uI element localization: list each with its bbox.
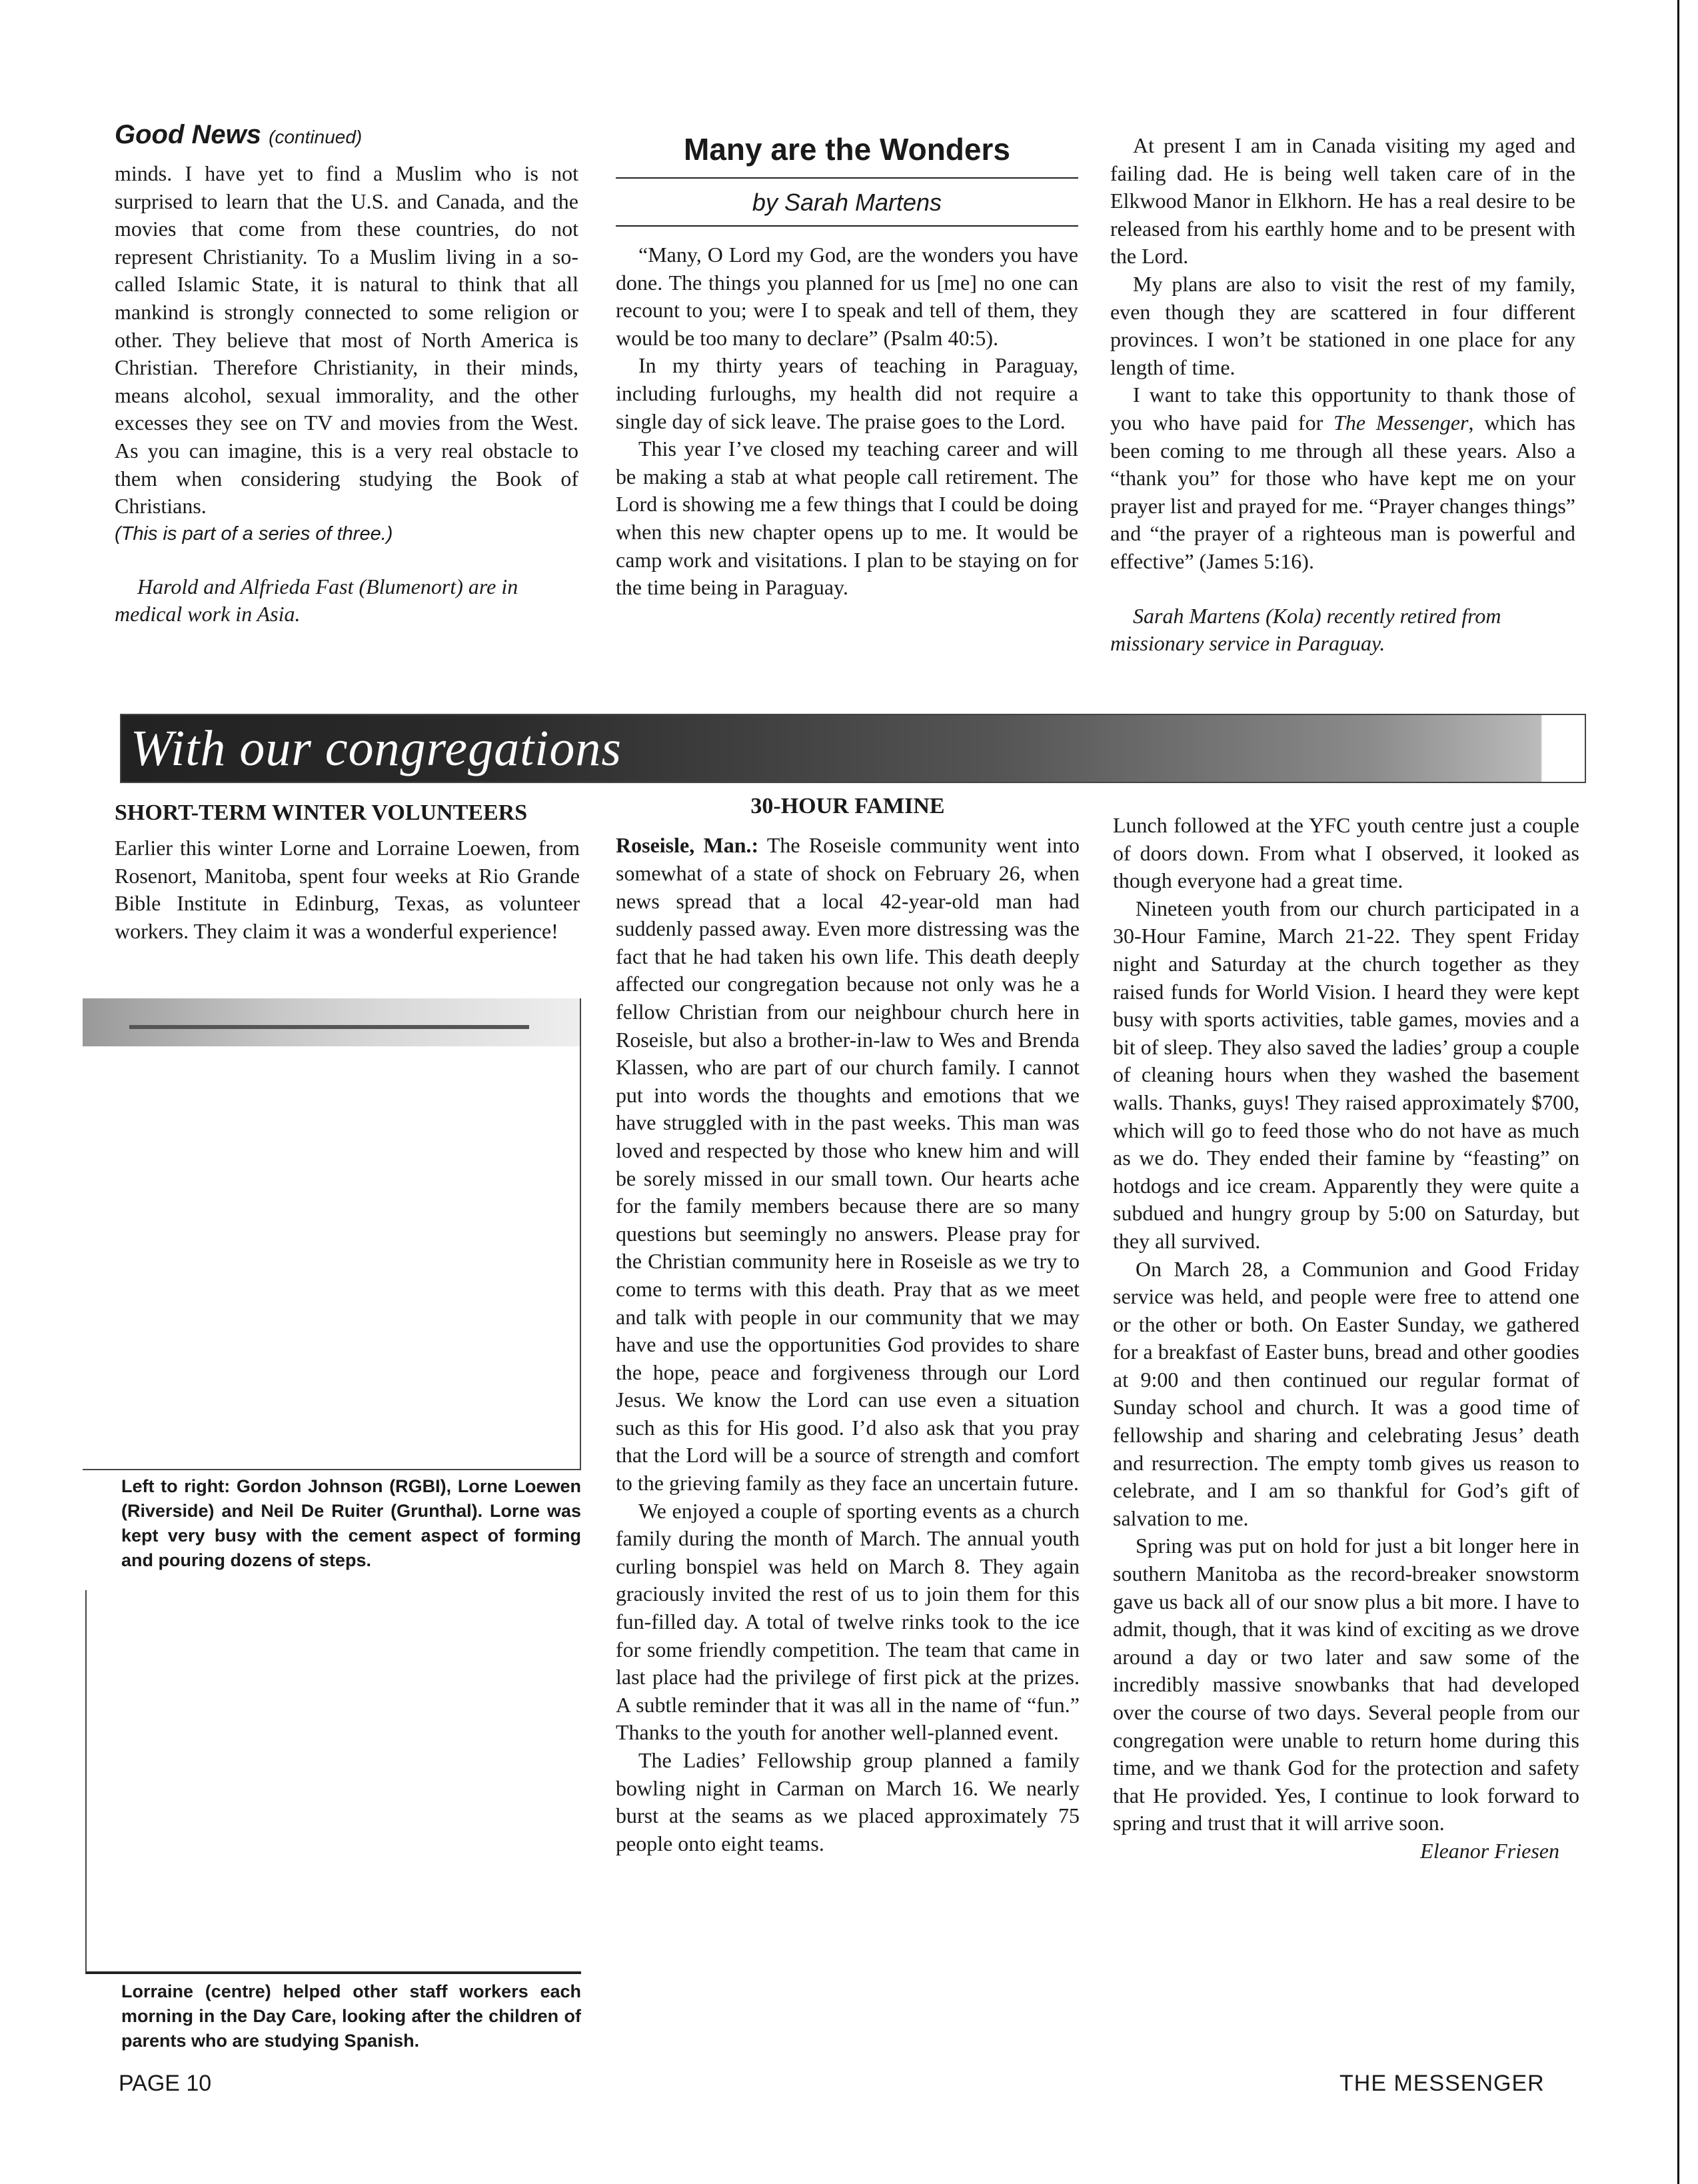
signature: Eleanor Friesen xyxy=(1420,1838,1559,1863)
thanks-text-after: , which has been coming to me through all these years. Also a “thank you” for those who have kept me on your prayer list and prayed for me. “Prayer changes things” and “the prayer of a righteous man is powerful and effective” (James 5:16). xyxy=(1110,410,1576,573)
famine-paragraph: On March 28, a Communion and Good Friday service was held, and people were free to attend one or the other or both. On Easter Sunday, we gathered for a breakfast of Easter buns, bread and other goodies at 9:00 and then continued our regular format of Sunday school and church. It was a good time of fellowship and sharing and celebrating Jesus’ death and resurrection. The empty tomb gives us reason to celebrate, and I am so thankful for God’s gift of salvation to me. xyxy=(1113,1256,1579,1530)
famine-paragraph xyxy=(616,830,1080,1498)
photo-caption: Lorraine (centre) helped other staff workers each morning in the Day Care, looking after the children of parents who are studying Spanish. xyxy=(121,1981,581,2051)
photo-top-strip xyxy=(83,998,580,1046)
volunteers-heading: SHORT-TERM WINTER VOLUNTEERS xyxy=(115,800,528,825)
volunteers-column xyxy=(115,798,580,945)
famine-paragraph: We enjoyed a couple of sporting events as a church family during the month of March. The annual youth curling bonspiel was held on March 8. They again graciously invited the rest of us to join them for this fun-filled day. A total of twelve rinks took to the ice for some friendly competition. The team that came in last place had the privilege of first pick at the prizes. A subtle reminder that it was all in the name of “fun.” Thanks to the youth for another well-planned event. xyxy=(616,1498,1080,1745)
wonders-column xyxy=(616,131,1078,602)
famine-column-continued xyxy=(1113,812,1579,1865)
good-news-byline: Harold and Alfrieda Fast (Blumenort) are in medical work in Asia. xyxy=(115,574,518,626)
series-note: (This is part of a series of three.) xyxy=(115,523,393,545)
daycare-photo xyxy=(85,1590,581,1974)
famine-column xyxy=(616,792,1080,1857)
famine-paragraph: Spring was put on hold for just a bit longer here in southern Manitoba as the record-breaker snowstorm gave us back all of our snow plus a bit more. I have to admit, though, that it was kind of exciting as we drove around a day or two later and saw some of the incredibly massive snowbanks that had developed over the course of two days. Several people from our congregation were unable to return home during this time, and we thank God for the protection and safety that He provided. Yes, I continue to look forward to spring and trust that it will arrive soon. xyxy=(1113,1534,1579,1835)
famine-heading: 30-HOUR FAMINE xyxy=(750,794,945,818)
wonders-paragraph: At present I am in Canada visiting my aged and failing dad. He is being well taken care of in the Elkwood Manor in Elkhorn. He has a real desire to be released from his earthly home and to be present with the Lord. xyxy=(1110,133,1575,269)
famine-text: The Roseisle community went into somewhat of a state of shock on February 26, when news spread that a local 42-year-old man had suddenly passed away. Even more distressing was the fact that he had taken his own life. This death deeply affected our congregation because not only was he a fellow Christian from our neighbour church here in Roseisle, but also a brother-in-law to Wes and Brenda Klassen, who are part of our church family. I cannot put into words the thoughts and emotions that we have struggled with in the past weeks. This man was loved and respected by those who knew him and will be sorely missed in our small town. Our hearts ache for the family members because there are so many questions but seemingly no answers. Please pray for the Christian community here in Roseisle as we try to come to terms with this death. Pray that as we meet and talk with people in our community that we may have and use the opportunities God provides to share the hope, peace and forgiveness through our Lord Jesus. We know the Lord can use even a situation such as this for His good. I’d also ask that you pray that the Lord will be a source of strength and comfort to the grieving family as they face an uncertain future. xyxy=(616,833,1080,1496)
famine-paragraph: The Ladies’ Fellowship group planned a family bowling night in Carman on March 16. We nearly burst at the seams as we placed approximately 75 people onto eight teams. xyxy=(616,1748,1080,1855)
famine-paragraph: Nineteen youth from our church participated in a 30-Hour Famine, March 21-22. They spent Friday night and Saturday at the church together as they raised funds for World Vision. I heard they were kept busy with sports activities, table games, movies and a bit of sleep. They also saved the ladies’ group a couple of cleaning hours when they washed the basement walls. Thanks, guys! They raised approximately $700, which will go to feed those who do not have as much as we do. They ended their famine by “feasting” on hotdogs and ice cream. Apparently they were quite a subdued and hungry group by 5:00 on Saturday, but they all survived. xyxy=(1113,896,1579,1253)
good-news-paragraph: minds. I have yet to find a Muslim who is not surprised to learn that the U.S. and Canada, and the movies that come from these countries, do not represent Christianity. To a Muslim living in a so-called Islamic State, it is natural to think that all mankind is strongly connected to some religion or other. They believe that most of North America is Christian. Therefore Christianity, in their minds, means alcohol, sexual immorality, and the other excesses they see on TV and movies from the West. As you can imagine, this is a very real obstacle to them when considering studying the Book of Christians. xyxy=(115,161,578,519)
good-news-title: Good News xyxy=(115,120,262,149)
publication-name: The Messenger xyxy=(1333,410,1469,435)
wonders-title: Many are the Wonders xyxy=(616,131,1078,179)
wonders-column-continued xyxy=(1110,132,1575,658)
continued-label: (continued) xyxy=(269,127,363,147)
wonders-byline: Sarah Martens (Kola) recently retired from missionary service in Paraguay. xyxy=(1110,603,1501,656)
photo-railing xyxy=(129,1025,529,1029)
photo-caption: Left to right: Gordon Johnson (RGBI), Lorne Loewen (Riverside) and Neil De Ruiter (Grunthal). Lorne was kept very busy with the cement aspect of forming and pouring dozens of steps. xyxy=(121,1476,581,1570)
section-banner xyxy=(120,714,1586,783)
wonders-paragraph: “Many, O Lord my God, are the wonders you have done. The things you planned for us [me] no one can recount to you; were I to speak and tell of them, they would be too many to declare” (Psalm 40:5). xyxy=(616,243,1078,350)
wonders-paragraph: In my thirty years of teaching in Paraguay, including furloughs, my health did not require a single day of sick leave. The praise goes to the Lord. xyxy=(616,353,1078,433)
famine-dateline: Roseisle, Man.: xyxy=(616,833,759,857)
good-news-heading xyxy=(115,119,578,153)
thanks-text-before: I want to take this opportunity to thank those of you who have paid for xyxy=(1110,383,1575,435)
wonders-author: by Sarah Martens xyxy=(616,179,1078,227)
banner-title: With our congregations xyxy=(131,720,622,776)
wonders-paragraph: My plans are also to visit the rest of my family, even though they are scattered in four different provinces. I won’t be stationed in one place for any length of time. xyxy=(1110,271,1575,379)
wonders-paragraph: This year I’ve closed my teaching career and will be making a stab at what people call retirement. The Lord is showing me a few things that I could be doing when this new chapter opens up to me. It would be camp work and visitations. I plan to be staying on for the time being in Paraguay. xyxy=(616,437,1078,600)
publication-title: THE MESSENGER xyxy=(1339,2071,1545,2096)
good-news-column xyxy=(115,119,578,628)
wonders-thanks-paragraph xyxy=(1110,381,1575,575)
page-number: PAGE 10 xyxy=(119,2071,212,2096)
famine-paragraph: Lunch followed at the YFC youth centre just a couple of doors down. From what I observed, it looked as though everyone had a great time. xyxy=(1113,813,1579,893)
volunteers-photo xyxy=(83,998,581,1470)
volunteers-paragraph: Earlier this winter Lorne and Lorraine Loewen, from Rosenort, Manitoba, spent four weeks at Rio Grande Bible Institute in Edinburg, Texas, as volunteer workers. They claim it was a wonderful experience! xyxy=(115,836,580,943)
